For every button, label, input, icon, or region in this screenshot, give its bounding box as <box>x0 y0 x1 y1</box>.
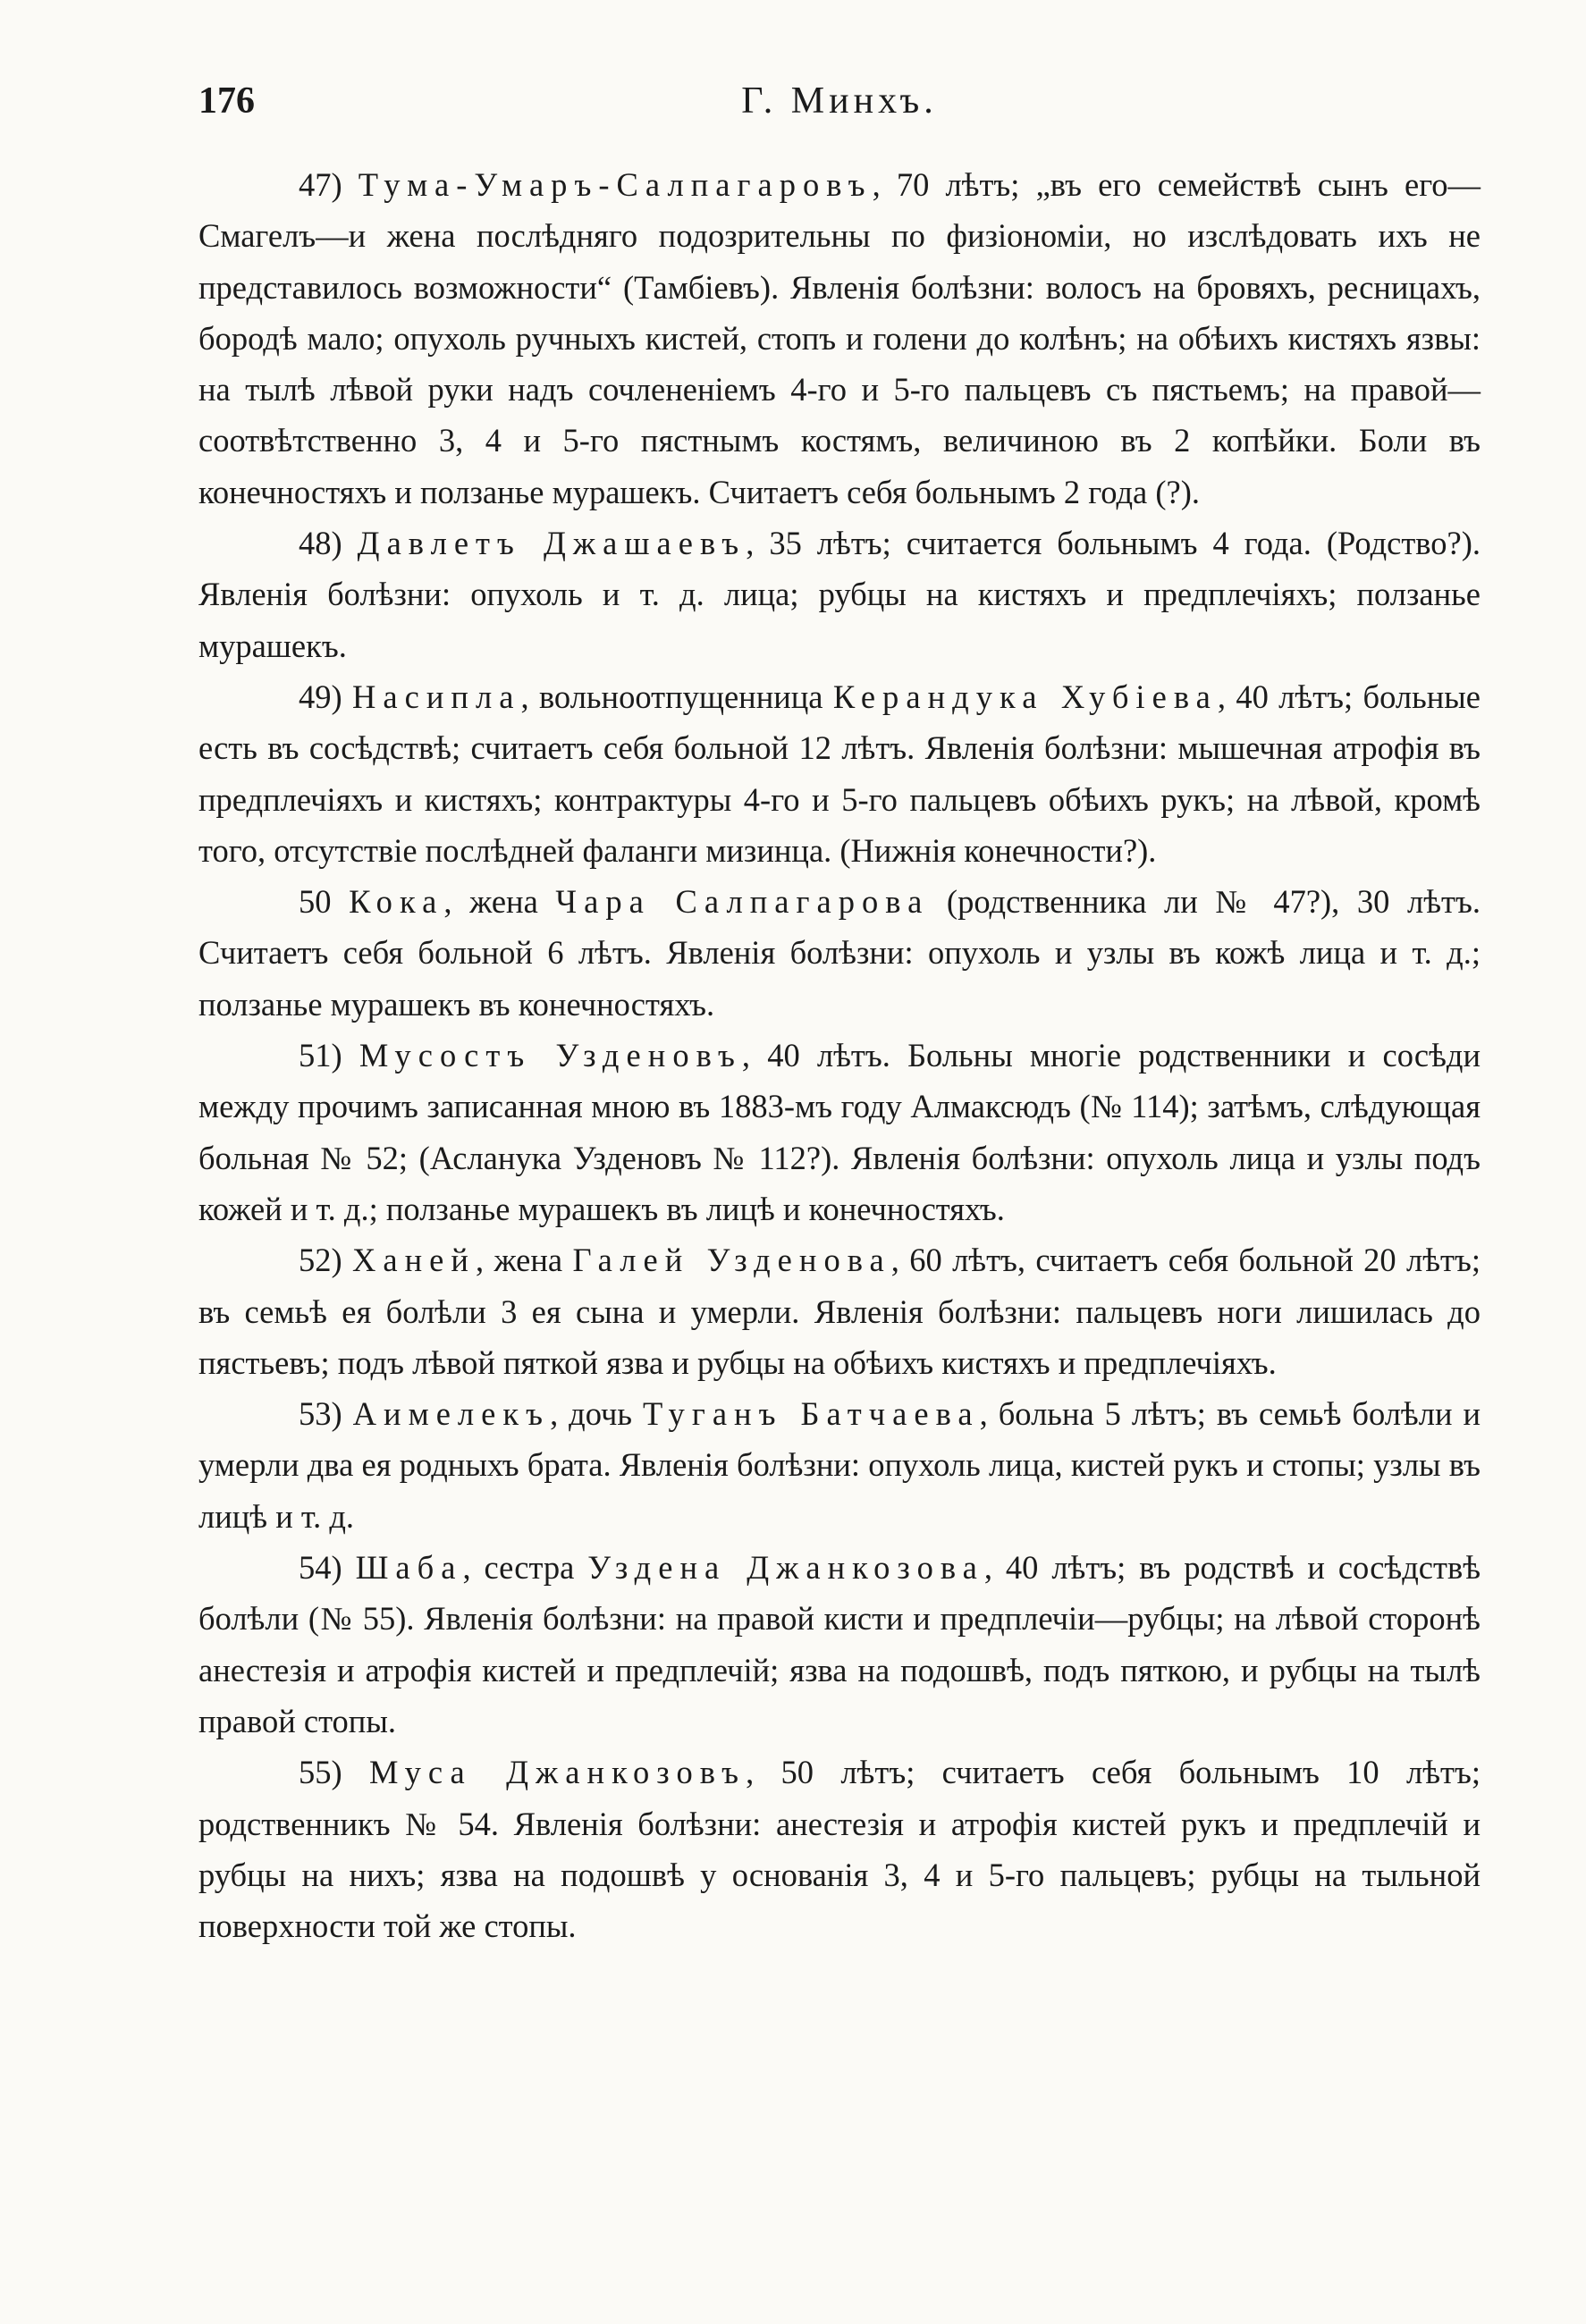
entry-51 <box>198 1030 1481 1234</box>
patient-name: Мусостъ Узденовъ <box>359 1037 742 1074</box>
entry-47 <box>198 159 1481 518</box>
entry-number: 51) <box>299 1037 342 1074</box>
entry-text-continued: , 40 лѣтъ; больные есть въ сосѣдствѣ; считаетъ себя больной 12 лѣтъ. Явленія болѣзни: мышечная атрофія въ предплечіяхъ и кистяхъ; контрактуры 4-го и 5-го пальцевъ обѣихъ рукъ; на лѣвой, кромѣ того, отсутствіе послѣдней фаланги мизинца. (Нижнія конечности?). <box>198 678 1481 869</box>
relative-name: Галей Узденова <box>572 1242 891 1279</box>
entry-text: , жена <box>443 883 556 921</box>
entry-number: 47) <box>299 166 342 203</box>
patient-name: Насипла <box>352 678 521 715</box>
entry-text-continued: (родственника ли № 47?), 30 лѣтъ. Считаетъ себя больной 6 лѣтъ. Явленія болѣзни: опухоль и узлы въ кожѣ лица и т. д.; ползанье мурашекъ въ конечностяхъ. <box>198 883 1481 1023</box>
entry-number: 54) <box>299 1549 342 1587</box>
entry-number: 50 <box>299 883 332 921</box>
entry-text: , 35 лѣтъ; считается больнымъ 4 года. (Родство?). Явленія болѣзни: опухоль и т. д. лица; рубцы на кистяхъ и предплечіяхъ; ползанье мурашекъ. <box>198 525 1481 664</box>
patient-name: Ханей <box>352 1242 476 1279</box>
entry-49 <box>198 671 1481 876</box>
entry-number: 52) <box>299 1242 342 1279</box>
patient-name: Шаба <box>355 1549 463 1587</box>
entry-text: , 70 лѣтъ; „въ его семействѣ сынъ его—Смагелъ—и жена послѣдняго подозрительны по физіономіи, но изслѣдовать ихъ не представилось возможности“ (Тамбіевъ). Явленія болѣзни: волосъ на бровяхъ, ресницахъ, бородѣ мало; опухоль ручныхъ кистей, стопъ и голени до колѣнъ; на обѣихъ кистяхъ язвы: на тылѣ лѣвой руки надъ сочлененіемъ 4-го и 5-го пальцевъ съ пястьемъ; на правой—соотвѣтственно 3, 4 и 5-го пястнымъ костямъ, величиною въ 2 копѣйки. Боли въ конечностяхъ и ползанье мурашекъ. Считаетъ себя больнымъ 2 года (?). <box>198 166 1481 510</box>
entry-text: , жена <box>475 1242 573 1279</box>
running-head: Г. Минхъ. <box>741 80 938 122</box>
entry-53 <box>198 1388 1481 1542</box>
patient-name: Давлетъ Джашаевъ <box>357 525 747 562</box>
entry-text-continued: , больна 5 лѣтъ; въ семьѣ болѣли и умерли два ея родныхъ брата. Явленія болѣзни: опухоль лица, кистей рукъ и стопы; узлы въ лицѣ и т. д. <box>198 1395 1481 1535</box>
relative-name: Туганъ Батчаева <box>643 1395 980 1433</box>
entry-text-continued: , 40 лѣтъ; въ родствѣ и сосѣдствѣ болѣли (№ 55). Явленія болѣзни: на правой кисти и предплечіи—рубцы; на лѣвой сторонѣ анестезія и атрофія кистей и предплечій; язва на подошвѣ, подъ пяткою, и рубцы на тылѣ правой стопы. <box>198 1549 1481 1739</box>
entry-54 <box>198 1542 1481 1747</box>
relative-name: Уздена Джанкозова <box>587 1549 984 1587</box>
entry-text: , вольноотпущенница <box>520 678 833 715</box>
entry-text-continued: , 60 лѣтъ, считаетъ себя больной 20 лѣтъ; въ семьѣ ея болѣли 3 ея сына и умерли. Явленія болѣзни: пальцевъ ноги лишилась до пястьевъ; подъ лѣвой пяткой язва и рубцы на обѣихъ кистяхъ и предплечіяхъ. <box>198 1242 1481 1381</box>
page-number: 176 <box>198 80 255 122</box>
entry-text: , дочь <box>550 1395 644 1433</box>
relative-name: Чара Салпагарова <box>555 883 930 921</box>
entry-text: , 40 лѣтъ. Больны многіе родственники и сосѣди между прочимъ записанная мною въ 1883-мъ году Алмаксюдъ (№ 114); затѣмъ, слѣдующая больная № 52; (Асланука Узденовъ № 112?). Явленія болѣзни: опухоль лица и узлы подъ кожей и т. д.; ползанье мурашекъ въ лицѣ и конечностяхъ. <box>198 1037 1481 1227</box>
page-header <box>198 70 1481 132</box>
relative-name: Керандука Хубіева <box>832 678 1218 715</box>
entry-48 <box>198 518 1481 671</box>
patient-name: Тума-Умаръ-Салпагаровъ <box>358 166 873 203</box>
entry-number: 48) <box>299 525 342 562</box>
entry-number: 53) <box>299 1395 342 1433</box>
entry-text: , сестра <box>462 1549 588 1587</box>
entry-55 <box>198 1747 1481 1951</box>
patient-name: Кока <box>349 883 444 921</box>
entry-number: 49) <box>299 678 342 715</box>
patient-name: Аимелекъ <box>352 1395 551 1433</box>
entry-text: , 50 лѣтъ; считаетъ себя больнымъ 10 лѣтъ; родственникъ № 54. Явленія болѣзни: анестезія и атрофія кистей рукъ и предплечій и рубцы на нихъ; язва на подошвѣ у основанія 3, 4 и 5-го пальцевъ; рубцы на тыльной поверхности той же стопы. <box>198 1754 1481 1945</box>
entry-number: 55) <box>299 1754 342 1791</box>
patient-name: Муса Джанкозовъ <box>369 1754 747 1791</box>
entry-52 <box>198 1234 1481 1388</box>
body-text <box>198 159 1481 1951</box>
entry-50 <box>198 876 1481 1030</box>
